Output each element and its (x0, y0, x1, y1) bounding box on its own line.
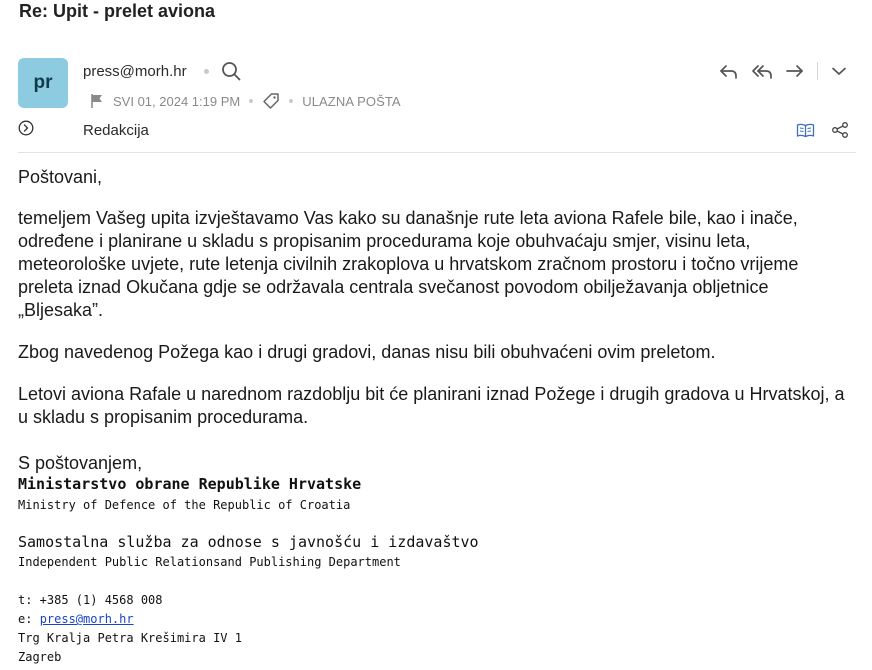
recipient-name[interactable]: Redakcija (83, 122, 149, 139)
signature-phone: t: +385 (1) 4568 008 (18, 593, 163, 607)
forward-icon[interactable] (784, 60, 806, 82)
search-icon[interactable] (220, 60, 242, 82)
separator-dot (249, 99, 253, 103)
reply-icon[interactable] (718, 60, 740, 82)
signature-email-line (18, 612, 134, 626)
body-closing: S poštovanjem, (18, 453, 143, 473)
body-paragraph: temeljem Vašeg upita izvještavamo Vas kako su današnje rute leta aviona Rafele bile, kao i inače, određene i planirane u skladu s propisanim procedurama koje obuhvaćaju smjer, visinu leta, meteorološke uvjete, rute letenja civilnih zrakoplova u hrvatskom zračnom prostoru i točno vrijeme preleta iznad Okučana gdje se održavala centrala svečanost povodom obilježavanja obljetnice „Bljesaka”. (18, 208, 799, 320)
body-greeting: Poštovani, (18, 167, 103, 187)
signature-address: Trg Kralja Petra Krešimira IV 1 (18, 631, 242, 645)
meta-row (90, 91, 401, 111)
signature-dept-en: Independent Public Relationsand Publishing Department (18, 555, 401, 569)
header-divider (18, 152, 856, 153)
body-paragraph: Zbog navedenog Požega kao i drugi gradovi, danas nisu bili obuhvaćeni ovim preletom. (18, 342, 716, 362)
sender-row (83, 60, 242, 82)
signature-org-en: Ministry of Defence of the Republic of Croatia (18, 498, 351, 512)
chevron-down-icon[interactable] (830, 62, 848, 80)
flag-icon[interactable] (90, 93, 104, 109)
tag-icon[interactable] (262, 92, 280, 110)
message-actions (718, 60, 848, 82)
signature-email-prefix: e: (18, 612, 40, 626)
recipient-row (18, 120, 856, 144)
body-paragraph: Letovi aviona Rafale u narednom razdoblju bit će planirani iznad Požege i drugih gradova u Hrvatskoj, a u skladu s propisanim procedurama. (18, 384, 845, 427)
separator-dot (204, 69, 209, 74)
avatar[interactable]: pr (18, 58, 68, 108)
signature-city: Zagreb (18, 650, 62, 664)
expand-icon[interactable] (18, 120, 34, 136)
signature-org: Ministarstvo obrane Republike Hrvatske (18, 475, 362, 493)
signature-email-link[interactable]: press@morh.hr (39, 612, 134, 626)
email-subject: Re: Upit - prelet aviona (19, 1, 216, 21)
folder-label[interactable]: ULAZNA POŠTA (302, 93, 401, 109)
signature-dept: Samostalna služba za odnose s javnošću i izdavaštvo (18, 533, 479, 551)
toolbar-divider (817, 62, 818, 80)
reply-all-icon[interactable] (751, 60, 773, 82)
separator-dot (289, 99, 293, 103)
email-body (18, 166, 858, 448)
email-date: SVI 01, 2024 1:19 PM (113, 93, 241, 109)
sender-address[interactable]: press@morh.hr (83, 62, 187, 80)
book-icon[interactable] (796, 122, 815, 139)
share-icon[interactable] (831, 121, 849, 139)
